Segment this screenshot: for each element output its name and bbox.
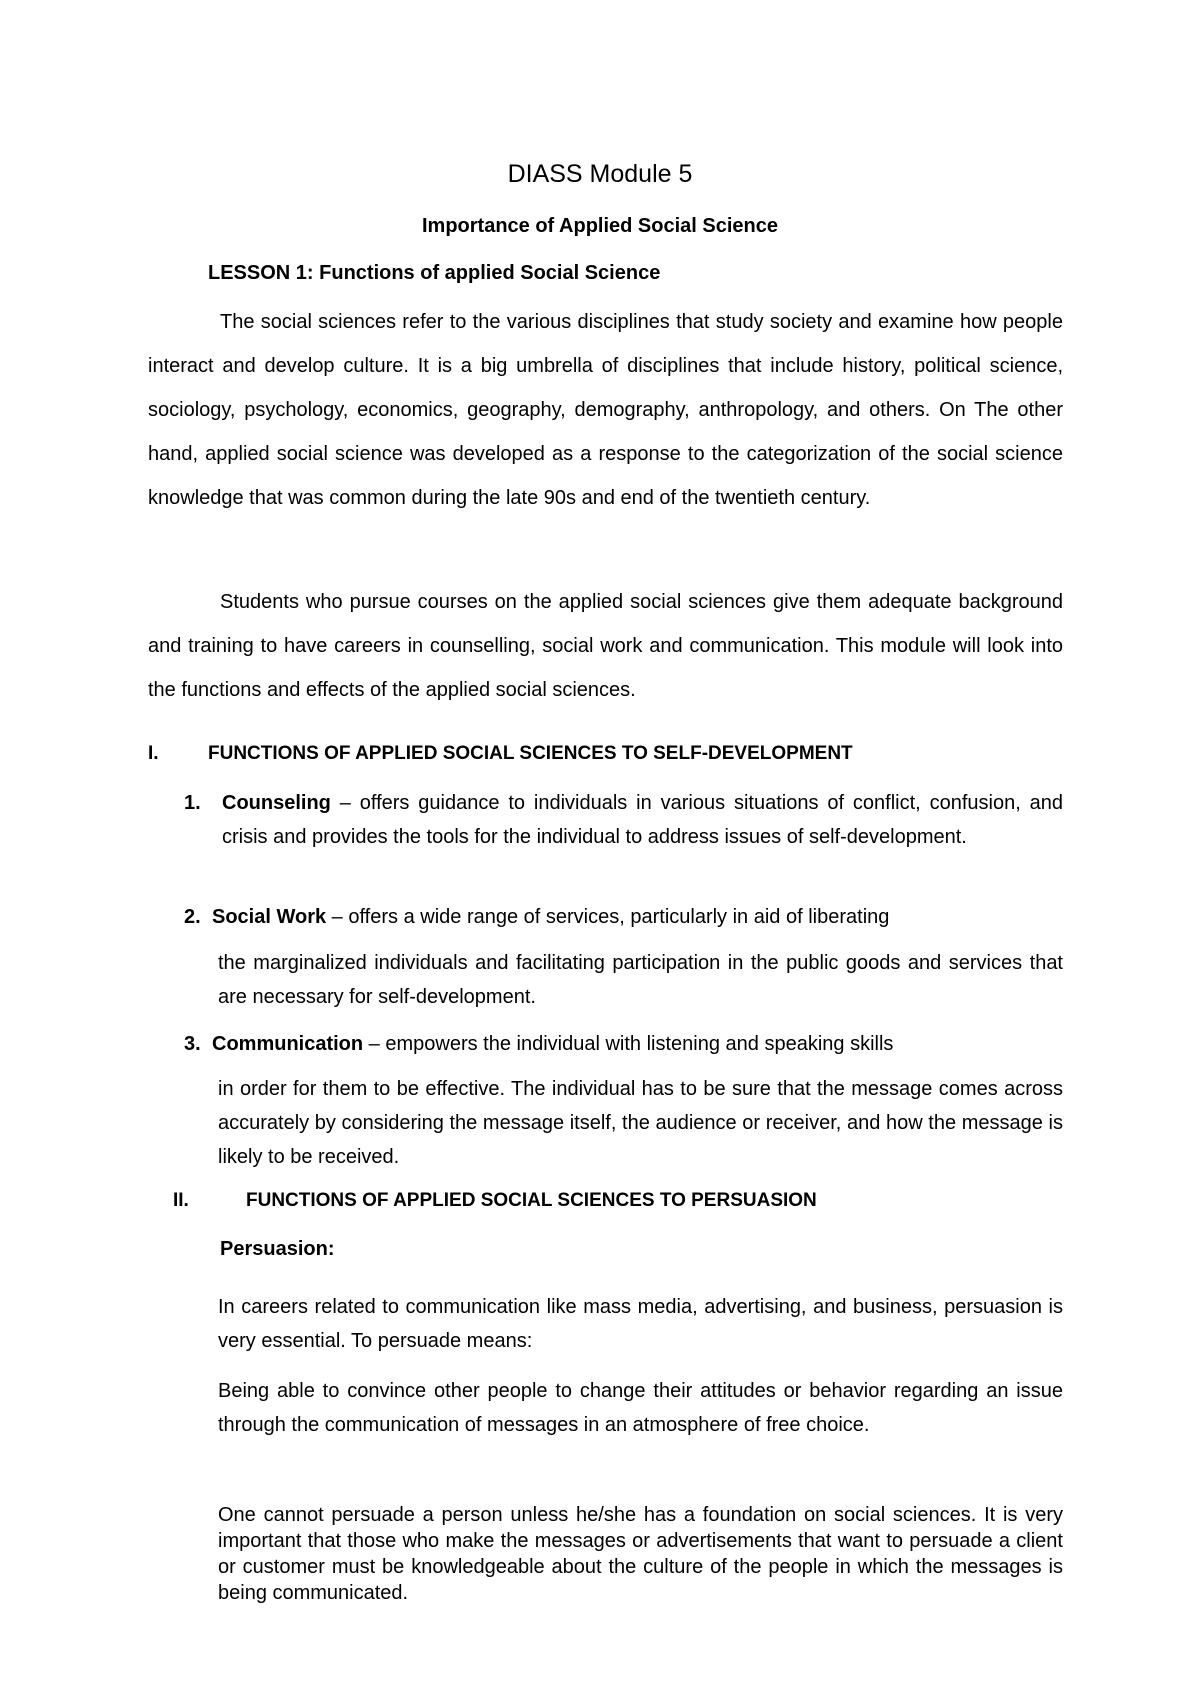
item-2-number: 2. xyxy=(184,906,201,928)
item-3-description: – empowers the individual with listening and speaking skills xyxy=(363,1033,894,1055)
document-title: DIASS Module 5 xyxy=(507,160,693,188)
persuasion-label: Persuasion: xyxy=(220,1238,335,1260)
section-1-heading: FUNCTIONS OF APPLIED SOCIAL SCIENCES TO SELF-DEVELOPMENT xyxy=(208,743,853,764)
item-3-number: 3. xyxy=(184,1033,201,1055)
item-1-term: Counseling xyxy=(222,792,331,814)
item-3-continuation: in order for them to be effective. The individual has to be sure that the message comes across accurately by considering the message itself, the audience or receiver, and how the message is likely to be received. xyxy=(218,1078,1063,1168)
item-1-description: – offers guidance to individuals in various situations of conflict, confusion, and crisis and provides the tools for the individual to address issues of self-development. xyxy=(222,792,1063,848)
item-1-text xyxy=(222,786,1063,854)
section-2-numeral: II. xyxy=(173,1190,189,1211)
item-3-term: Communication xyxy=(212,1033,364,1055)
persuasion-paragraph-1: In careers related to communication like mass media, advertising, and business, persuasion is very essential. To persuade means: xyxy=(218,1296,1063,1352)
item-2-text xyxy=(212,906,889,929)
students-paragraph: Students who pursue courses on the applied social sciences give them adequate background and training to have careers in counselling, social work and communication. This module will look into the functions and effects of the applied social sciences. xyxy=(148,591,1063,701)
item-2-continuation: the marginalized individuals and facilitating participation in the public goods and services that are necessary for self-development. xyxy=(218,952,1063,1008)
item-3-text xyxy=(212,1033,893,1056)
section-1-numeral: I. xyxy=(148,743,159,764)
document-subtitle: Importance of Applied Social Science xyxy=(421,215,778,237)
lesson-heading: LESSON 1: Functions of applied Social Science xyxy=(208,262,661,284)
item-2-term: Social Work xyxy=(212,906,327,928)
persuasion-paragraph-2: Being able to convince other people to change their attitudes or behavior regarding an issue through the communication of messages in an atmosphere of free choice. xyxy=(218,1380,1063,1436)
item-2-description: – offers a wide range of services, particularly in aid of liberating xyxy=(326,906,890,928)
section-2-heading: FUNCTIONS OF APPLIED SOCIAL SCIENCES TO PERSUASION xyxy=(246,1190,817,1211)
item-1-number: 1. xyxy=(184,792,201,814)
intro-paragraph: The social sciences refer to the various disciplines that study society and examine how people interact and develop culture. It is a big umbrella of disciplines that include history, political science, sociology, psychology, economics, geography, demography, anthropology, and others. On The other hand, applied social science was developed as a response to the categorization of the social science knowledge that was common during the late 90s and end of the twentieth century. xyxy=(148,311,1063,509)
persuasion-paragraph-3: One cannot persuade a person unless he/she has a foundation on social sciences. It is very important that those who make the messages or advertisements that want to persuade a client or customer must be knowledgeable about the culture of the people in which the messages is being communicated. xyxy=(218,1504,1063,1604)
